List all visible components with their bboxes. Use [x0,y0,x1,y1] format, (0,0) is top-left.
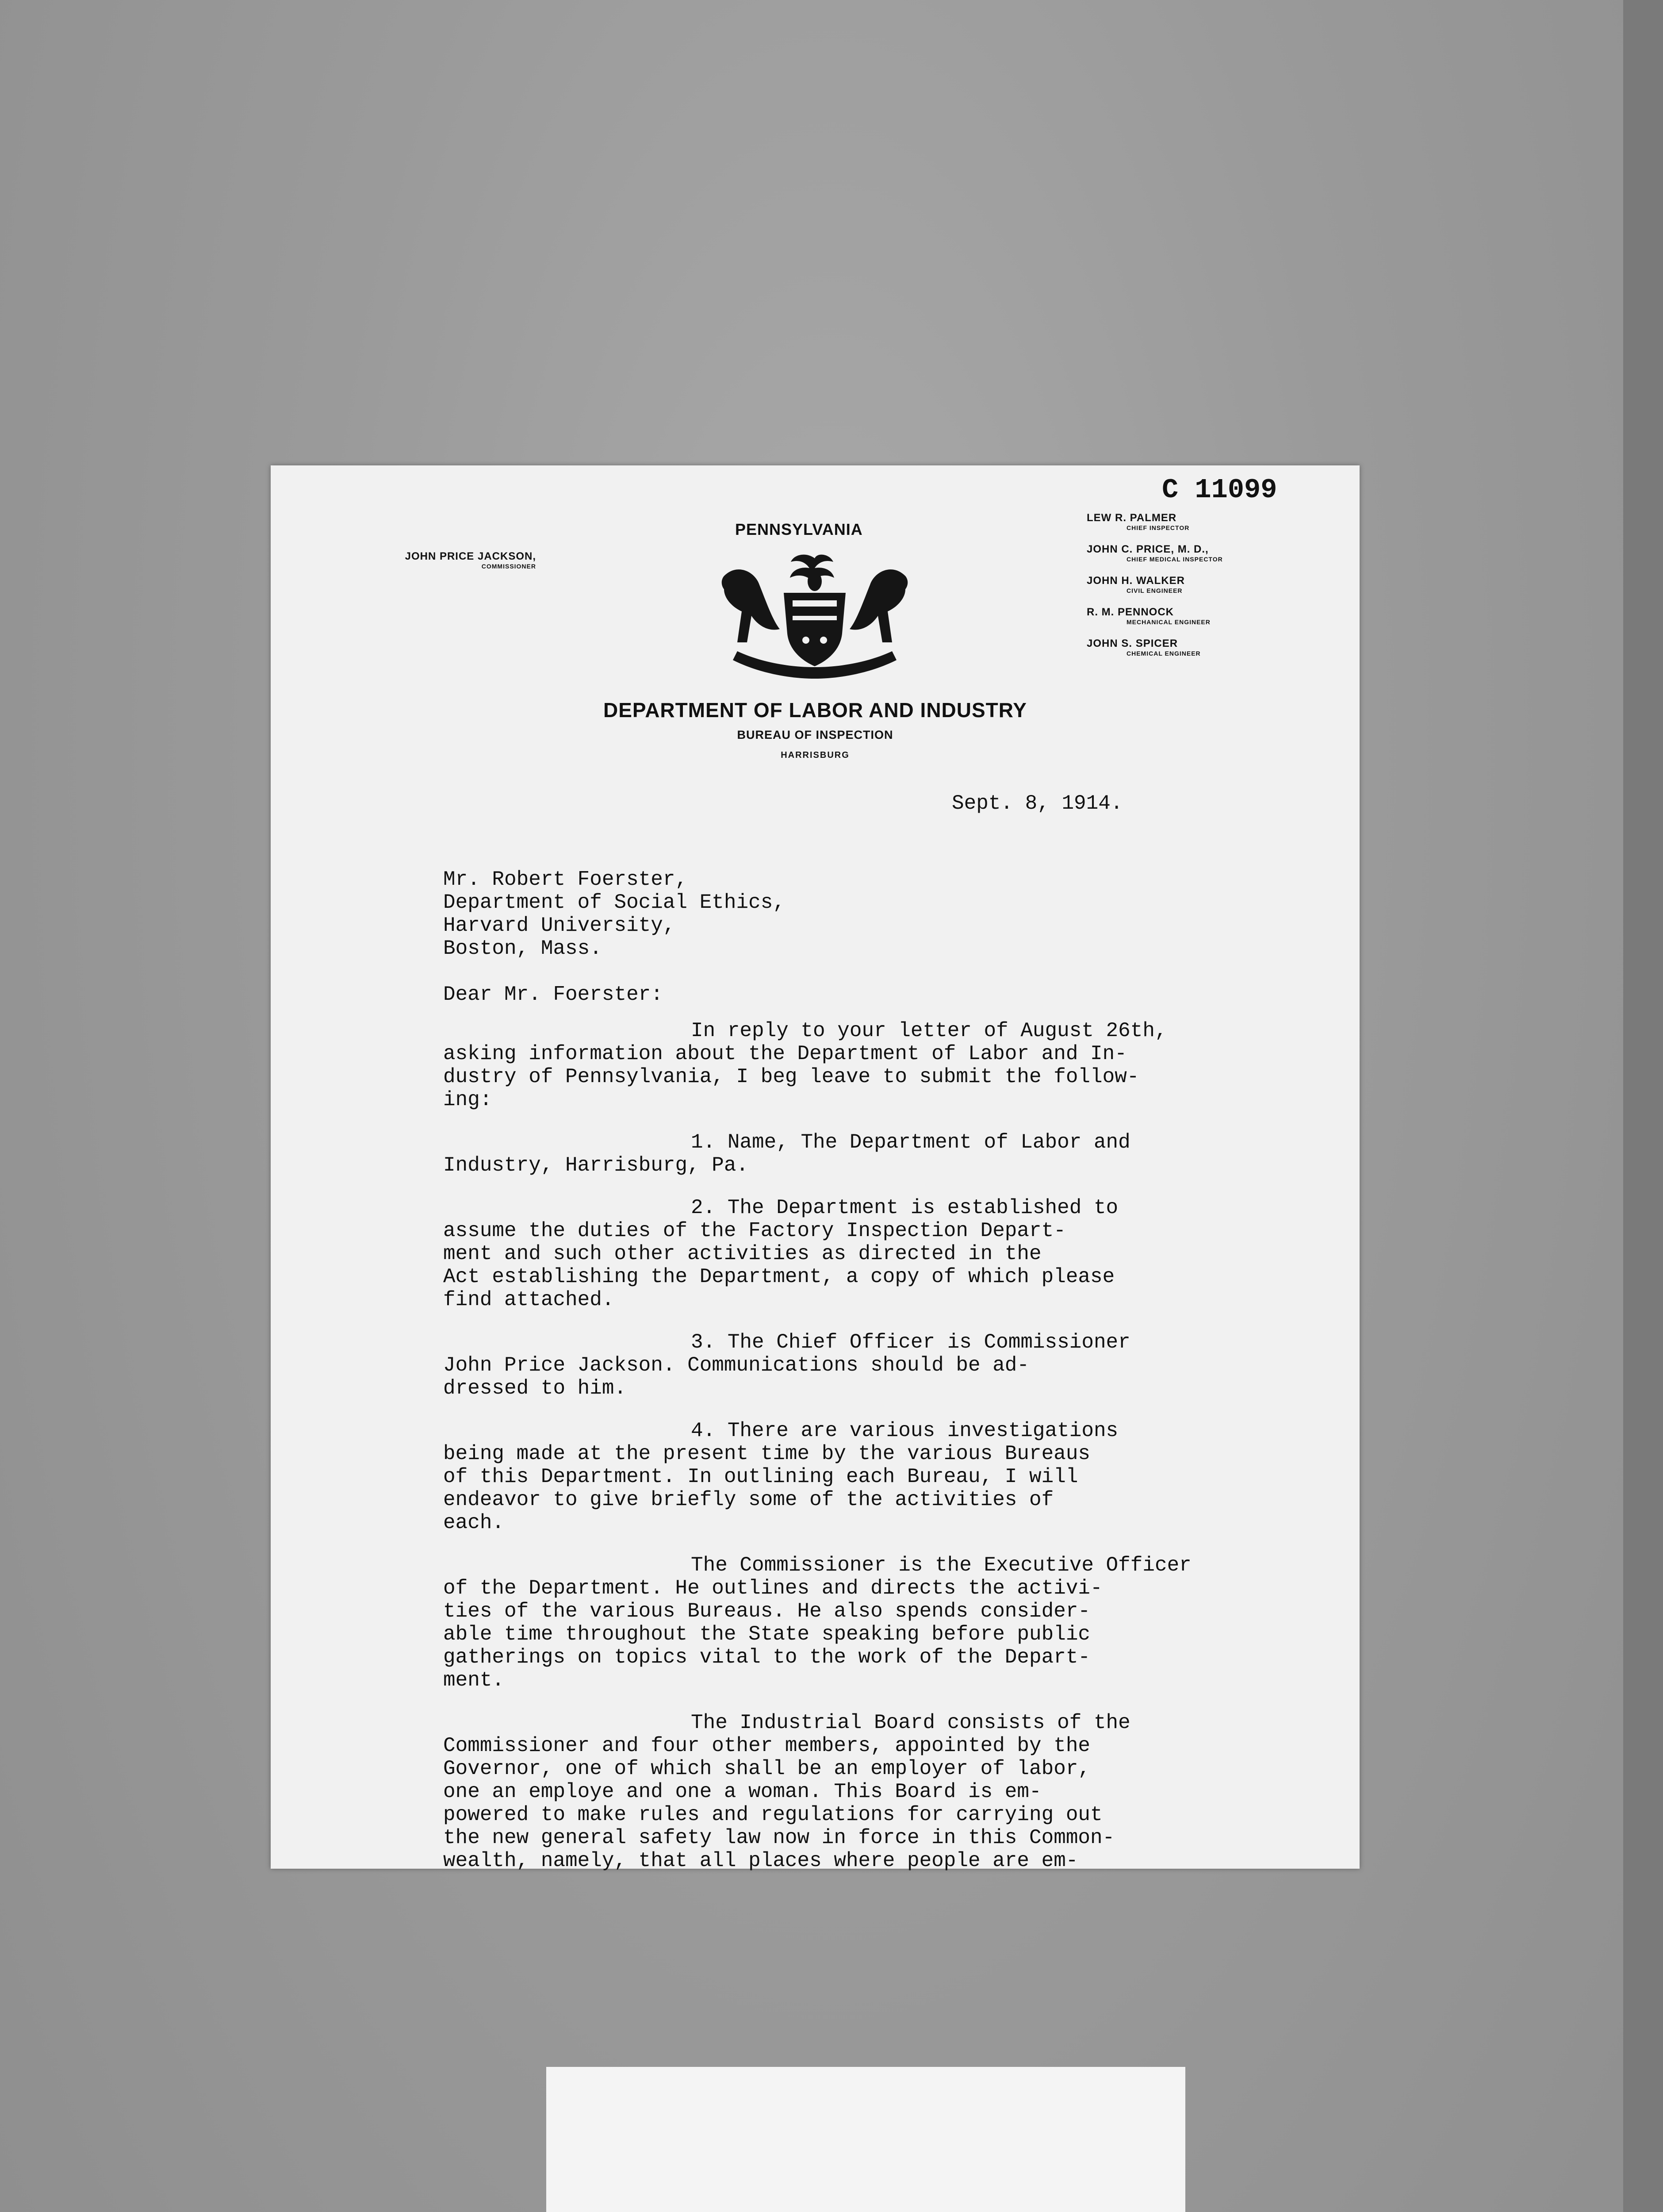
staff-list [1087,512,1317,669]
letter-paragraph [443,1419,1306,1534]
paragraph-line: 2. The Department is established to [691,1196,1119,1219]
paragraph-line: Commissioner and four other members, appointed by the [443,1734,1091,1757]
letter-paragraph [443,1196,1306,1311]
staff-title: CHIEF INSPECTOR [1127,524,1190,531]
staff-name: JOHN H. WALKER [1087,575,1185,587]
staff-entry [1087,575,1317,606]
letter-paragraph [443,1711,1306,1872]
backdrop-edge [1623,0,1663,2212]
paragraph-line: John Price Jackson. Communications should be ad- [443,1354,1030,1377]
paragraph-line: being made at the present time by the various Bureaus [443,1442,1091,1465]
paragraph-line: 4. There are various investigations [691,1419,1119,1442]
letter-paragraph [443,1019,1306,1111]
paragraph-line: In reply to your letter of August 26th, [691,1019,1167,1042]
paragraph-line: endeavor to give briefly some of the activities of [443,1488,1054,1511]
address-line: Department of Social Ethics, [443,891,785,914]
staff-title: CHEMICAL ENGINEER [1127,650,1201,657]
staff-title: MECHANICAL ENGINEER [1127,618,1211,626]
department-name: DEPARTMENT OF LABOR AND INDUSTRY [603,699,1027,722]
address-line: Harvard University, [443,914,675,937]
paragraph-line: ment. [443,1669,505,1692]
paragraph-line: 3. The Chief Officer is Commissioner [691,1331,1130,1354]
letter-paragraph [443,1554,1306,1692]
paragraph-line: gatherings on topics vital to the work of the Depart- [443,1646,1091,1669]
paragraph-line: 1. Name, The Department of Labor and [691,1131,1130,1154]
paragraph-line: The Industrial Board consists of the [691,1711,1130,1734]
staff-title: CIVIL ENGINEER [1127,587,1183,594]
salutation: Dear Mr. Foerster: [443,983,663,1006]
paragraph-line: of this Department. In outlining each Bureau, I will [443,1465,1078,1488]
letter-body [443,868,1306,1892]
letterhead-city: HARRISBURG [781,750,850,760]
staff-name: LEW R. PALMER [1087,512,1177,524]
paragraph-line: find attached. [443,1288,614,1311]
reference-number: C 11099 [1162,474,1277,506]
paragraph-line: each. [443,1511,505,1534]
staff-entry [1087,543,1317,575]
letter-page [271,465,1360,1872]
staff-name: R. M. PENNOCK [1087,606,1174,618]
pennsylvania-coat-of-arms-icon [706,549,923,682]
staff-name: JOHN C. PRICE, M. D., [1087,543,1209,555]
paragraph-line: Act establishing the Department, a copy of which please [443,1265,1115,1288]
address-line: Boston, Mass. [443,937,602,960]
paragraph-line: asking information about the Department of Labor and In- [443,1042,1127,1065]
letter-paragraphs [443,1019,1306,1872]
staff-name: JOHN S. SPICER [1087,637,1178,649]
paragraph-line: dustry of Pennsylvania, I beg leave to submit the follow- [443,1065,1139,1088]
paragraph-line: the new general safety law now in force in this Common- [443,1826,1115,1849]
paragraph-line: Industry, Harrisburg, Pa. [443,1154,749,1177]
commissioner-title: COMMISSIONER [481,563,536,570]
staff-entry [1087,512,1317,543]
commissioner-name: JOHN PRICE JACKSON, [405,550,536,562]
address-line: Mr. Robert Foerster, [443,868,688,891]
paragraph-line: wealth, namely, that all places where people are em- [443,1849,1078,1872]
staff-title: CHIEF MEDICAL INSPECTOR [1127,556,1223,563]
letter-paragraph [443,1131,1306,1177]
paragraph-line: assume the duties of the Factory Inspection Depart- [443,1219,1066,1242]
commissioner-block [337,550,536,570]
paragraph-line: ment and such other activities as directed in the [443,1242,1042,1265]
staff-entry [1087,606,1317,637]
archive-label-card [546,2067,1185,2212]
staff-entry [1087,637,1317,669]
paragraph-line: ties of the various Bureaus. He also spends consider- [443,1600,1091,1623]
paragraph-line: powered to make rules and regulations for carrying out [443,1803,1103,1826]
paragraph-line: Governor, one of which shall be an employer of labor, [443,1757,1091,1780]
paragraph-line: The Commissioner is the Executive Officer [691,1554,1192,1577]
recipient-address [443,868,1306,960]
letterhead-state: PENNSYLVANIA [735,520,863,538]
paragraph-line: dressed to him. [443,1377,627,1400]
paragraph-line: one an employe and one a woman. This Board is em- [443,1780,1042,1803]
paragraph-line: able time throughout the State speaking before public [443,1623,1091,1646]
paragraph-line: of the Department. He outlines and directs the activi- [443,1577,1103,1600]
bureau-name: BUREAU OF INSPECTION [737,728,893,741]
letter-paragraph [443,1331,1306,1400]
paragraph-line: ing: [443,1088,492,1111]
letter-date: Sept. 8, 1914. [952,792,1123,815]
